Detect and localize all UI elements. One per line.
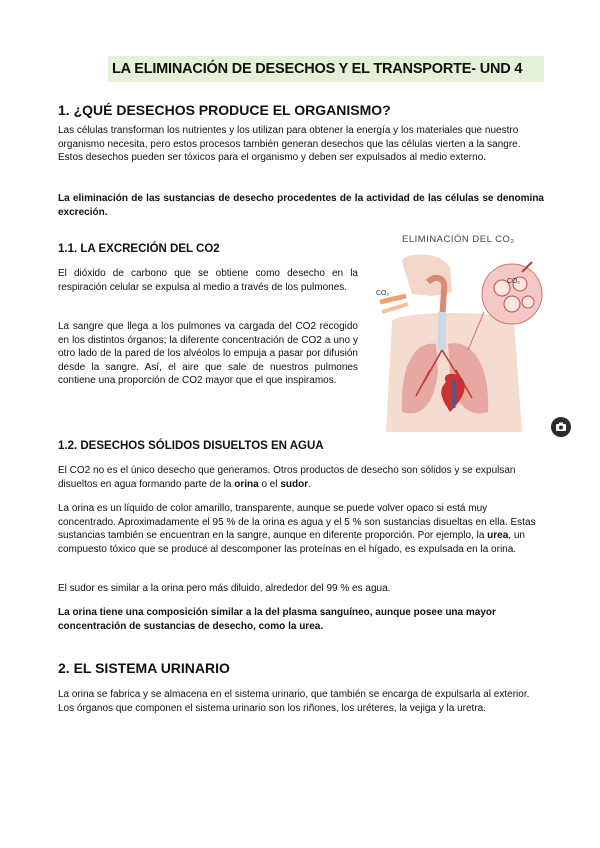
trachea — [438, 312, 446, 350]
urea-term: urea — [487, 530, 509, 541]
co2-label-alveoli: CO₂ — [507, 278, 521, 285]
section-1-1-heading: 1.1. LA EXCRECIÓN DEL CO2 — [58, 243, 220, 255]
section-1-2-heading: 1.2. DESECHOS SÓLIDOS DISUELTOS EN AGUA — [58, 440, 324, 452]
co2-label-left: CO₂ — [376, 290, 390, 297]
orina-term: orina — [234, 478, 259, 490]
lungs-illustration — [372, 232, 552, 442]
section-1-1-paragraph-2: La sangre que llega a los pulmones va cargada del CO2 recogido en los distintos órganos; la diferente concentración de CO2 a uno y otro lado de la pared de los alvéolos lo empuja a pasar por difusión desde la sangre. Así, el aire que sale de nuestros pulmones contiene una proporción de CO2 mayor que el que inspiramos. — [58, 321, 358, 386]
section-1-2-paragraph-1: El CO2 no es el único desecho que generamos. Otros productos de desecho son sólidos y se expulsan disueltos en agua formando parte de la orina o el sudor. — [58, 465, 516, 490]
section-2-paragraph-1: La orina se fabrica y se almacena en el sistema urinario, que también se encarga de expulsarla al exterior. Los órganos que componen el sistema urinario son los riñones, los uréteres, la vejiga y la uretra. — [58, 689, 530, 714]
section-1-heading: 1. ¿QUÉ DESECHOS PRODUCE EL ORGANISMO? — [58, 102, 391, 118]
section-1-1-paragraph-1: El dióxido de carbono que se obtiene como desecho en la respiración celular se expulsa al medio a través de los pulmones. — [58, 268, 358, 293]
exhale-arrow-2 — [382, 304, 408, 312]
co2-elimination-figure — [372, 232, 552, 442]
section-1-2-highlight: La orina tiene una composición similar a la del plasma sanguíneo, aunque posee una mayor concentración de sustancias de desecho, como la urea. — [58, 607, 496, 632]
figure-title: ELIMINACIÓN DEL CO₂ — [402, 234, 515, 245]
camera-glyph — [551, 417, 571, 437]
alveolus-3 — [504, 296, 520, 312]
sudor-term: sudor — [280, 478, 309, 490]
page-title: LA ELIMINACIÓN DE DESECHOS Y EL TRANSPORTE- UND 4 — [112, 61, 523, 77]
alveolus-4 — [522, 296, 534, 308]
section-2-heading: 2. EL SISTEMA URINARIO — [58, 660, 230, 676]
section-1-2-paragraph-2: La orina es un líquido de color amarillo, transparente, aunque se puede volver opaco si está muy concentrado. Aproximadamente el 95 % de la orina es agua y el 5 % son sustancias disueltas en ella. Estas sustancias también se encuentran en la sangre, aunque en diferente proporción. Por ejemplo, la urea, un compuesto tóxico que se produce al descomponer las proteínas en el hígado, es expulsada en la orina. — [58, 503, 536, 555]
section-1-intro: Las células transforman los nutrientes y los utilizan para obtener la energía y los materiales que nuestro organismo necesita, pero estos procesos también generan desechos que las células vierten a la sangre. Estos desechos pueden ser tóxicos para el organismo y deben ser expulsados al medio externo. — [58, 125, 521, 163]
camera-icon[interactable] — [551, 417, 571, 437]
section-1-2-paragraph-3: El sudor es similar a la orina pero más diluido, alrededor del 99 % es agua. — [58, 583, 391, 594]
alveoli-magnified — [482, 264, 542, 324]
section-1-definition: La eliminación de las sustancias de desecho procedentes de la actividad de las células se denomina excreción. — [58, 193, 544, 218]
